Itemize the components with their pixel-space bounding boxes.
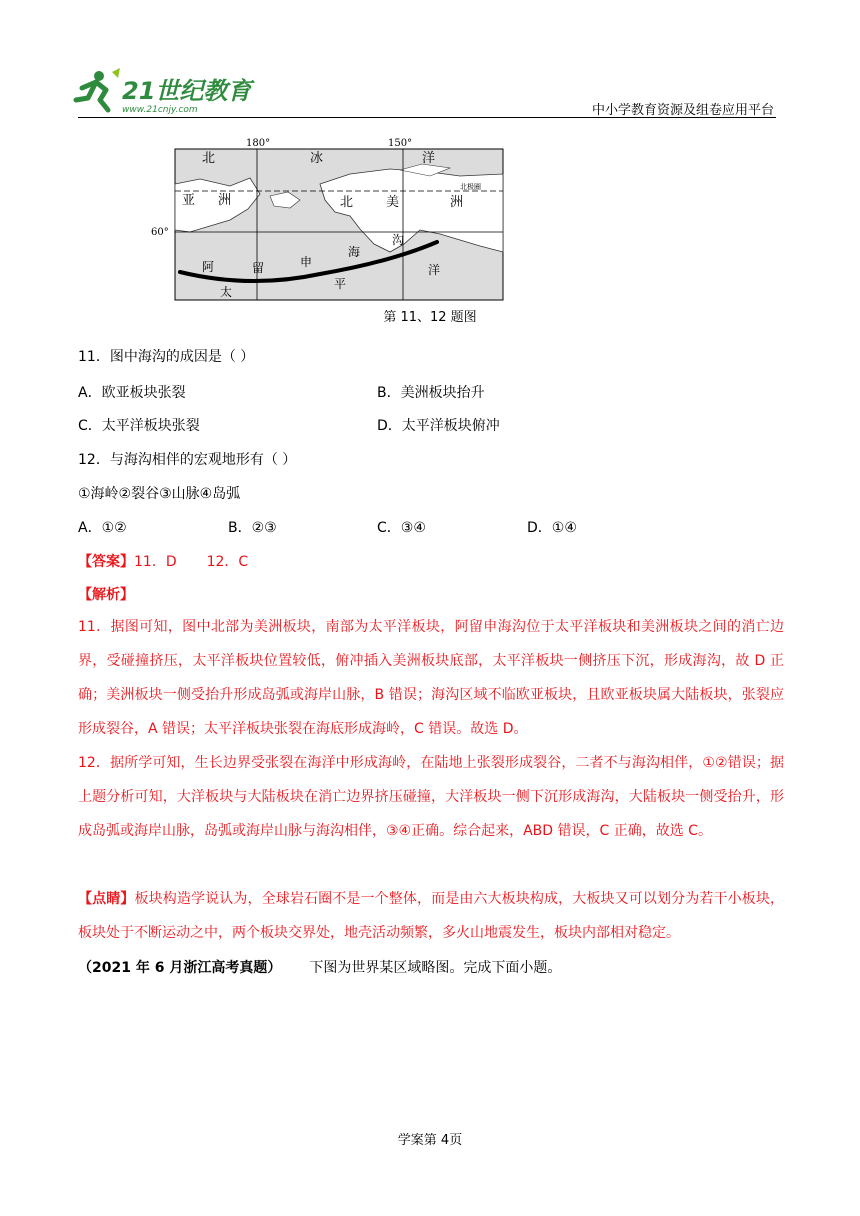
map-label: 美 xyxy=(386,195,400,210)
q11-option-c: C．太平洋板块张裂 xyxy=(78,418,200,434)
answer-11: 11．D xyxy=(134,554,177,570)
aleutian-map xyxy=(151,134,510,302)
map-label: 留 xyxy=(252,261,265,275)
map-label: 申 xyxy=(300,255,313,269)
analysis-12: 12．据所学可知，生长边界受张裂在海洋中形成海岭，在陆地上张裂形成裂谷，二者不与海沟相伴，①②错误；据上题分析可知，大洋板块与大陆板块在消亡边界挤压碰撞，大洋板块一侧下沉形成海沟，大陆板块一侧受抬升，形成岛弧或海岸山脉，岛弧或海岸山脉与海沟相伴，③④正确。综合起来，ABD 错误，C 正确，故选 C。 xyxy=(78,755,784,839)
lon-180-label: 180° xyxy=(246,138,271,149)
point-paragraph xyxy=(78,882,784,950)
q12-stem: 12．与海沟相伴的宏观地形有（ ） xyxy=(78,452,297,468)
q12-option-b: B．②③ xyxy=(228,520,277,536)
map-label: 洲 xyxy=(450,195,464,210)
map-label: 太 xyxy=(220,285,233,299)
logo-sub-text: www.21cnjy.com xyxy=(122,105,198,115)
map-label: 海 xyxy=(348,245,361,259)
map-label: 洋 xyxy=(422,151,436,166)
map-caption: 第 11、12 题图 xyxy=(383,310,477,325)
q12-option-c: C．③④ xyxy=(377,520,426,536)
map-label: 沟 xyxy=(392,233,405,247)
arctic-circle-label: 北极圈 xyxy=(460,183,481,191)
map-label: 冰 xyxy=(310,151,324,166)
next-source: （2021 年 6 月浙江高考真题） xyxy=(78,960,282,976)
site-logo xyxy=(72,66,252,116)
q11-option-d: D．太平洋板块俯冲 xyxy=(377,418,500,434)
header-divider xyxy=(78,117,776,118)
analysis-tag: 【解析】 xyxy=(78,587,134,603)
answer-line xyxy=(78,551,248,571)
q11-option-a: A．欧亚板块张裂 xyxy=(78,385,186,401)
logo-main-text: 21世纪教育 xyxy=(122,77,252,105)
map-label: 平 xyxy=(334,277,347,291)
platform-name: 中小学教育资源及组卷应用平台 xyxy=(591,103,774,118)
next-text: 下图为世界某区域略图。完成下面小题。 xyxy=(309,960,562,976)
answer-12: 12．C xyxy=(206,554,249,570)
map-label: 北 xyxy=(340,195,354,210)
lat-60-label: 60° xyxy=(151,227,169,238)
q12-items: ①海岭②裂谷③山脉④岛弧 xyxy=(78,486,241,502)
lon-150-label: 150° xyxy=(388,138,413,149)
runner-icon xyxy=(76,68,120,110)
analysis-11: 11．据图可知，图中北部为美洲板块，南部为太平洋板块，阿留申海沟位于太平洋板块和美洲板块之间的消亡边界，受碰撞挤压，太平洋板块位置较低，俯冲插入美洲板块底部，太平洋板块一侧挤压下沉，形成海沟，故 D 正确；美洲板块一侧受抬升形成岛弧或海岸山脉，B 错误；海沟区域不临欧亚板块，且欧亚板块属大陆板块，张裂应形成裂谷，A 错误；太平洋板块张裂在海底形成海岭，C 错误。故选 D。 xyxy=(78,619,784,737)
q12-option-d: D．①④ xyxy=(527,520,577,536)
map-label: 北 xyxy=(202,151,216,166)
map-label: 阿 xyxy=(202,260,215,274)
map-label: 亚 xyxy=(182,193,196,208)
q11-stem: 11．图中海沟的成因是（ ） xyxy=(78,349,255,365)
q12-option-a: A．①② xyxy=(78,520,127,536)
q11-option-b: B．美洲板块抬升 xyxy=(377,385,485,401)
map-label: 洋 xyxy=(428,263,441,277)
next-question-intro xyxy=(78,957,561,977)
answer-tag: 【答案】 xyxy=(78,554,134,570)
map-label: 洲 xyxy=(218,193,232,208)
page-footer: 学案第 4页 xyxy=(397,1133,463,1148)
point-tag: 【点睛】 xyxy=(78,891,135,907)
point-text: 板块构造学说认为，全球岩石圈不是一个整体，而是由六大板块构成，大板块又可以划分为若干小板块，板块处于不断运动之中，两个板块交界处，地壳活动频繁，多火山地震发生，板块内部相对稳定。 xyxy=(78,891,785,941)
